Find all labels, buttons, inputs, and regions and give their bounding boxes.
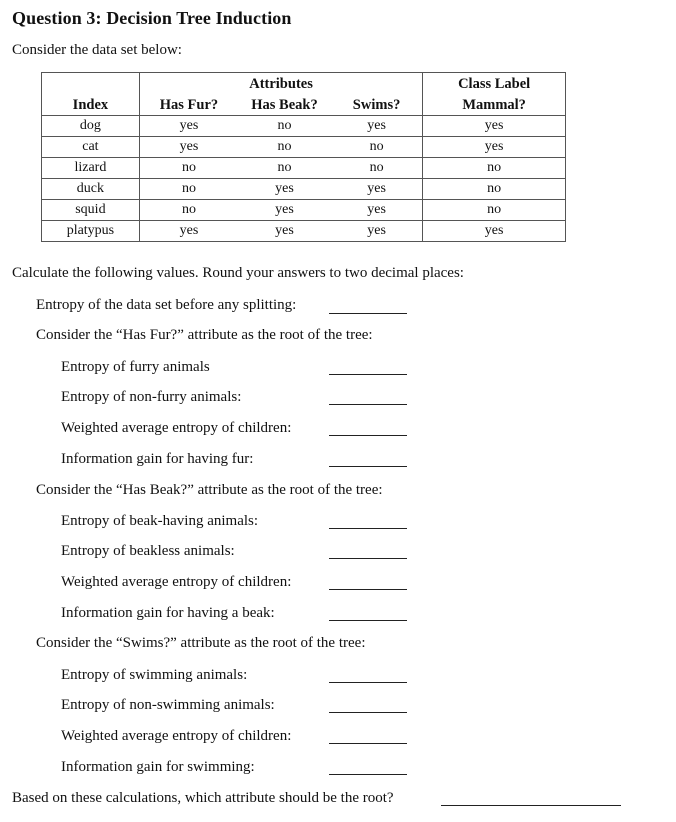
cell-swims: yes bbox=[331, 179, 423, 200]
table-row bbox=[42, 158, 566, 179]
fur-q4-answer-blank[interactable] bbox=[329, 466, 407, 467]
cell-has-beak: no bbox=[238, 137, 331, 158]
question-title: Question 3: Decision Tree Induction bbox=[12, 8, 292, 28]
entropy-total-answer-blank[interactable] bbox=[329, 313, 407, 314]
cell-has-beak: yes bbox=[238, 221, 331, 242]
column-header-mammal: Mammal? bbox=[423, 94, 566, 116]
beak-q2-label: Entropy of beakless animals: bbox=[61, 543, 235, 559]
fur-q3-label: Weighted average entropy of children: bbox=[61, 420, 292, 436]
cell-has-fur: yes bbox=[139, 116, 238, 137]
beak-q4-answer-blank[interactable] bbox=[329, 620, 407, 621]
fur-q1-answer-blank[interactable] bbox=[329, 374, 407, 375]
cell-has-fur: no bbox=[139, 200, 238, 221]
cell-has-beak: no bbox=[238, 116, 331, 137]
swims-q2-answer-blank[interactable] bbox=[329, 712, 407, 713]
cell-index: lizard bbox=[42, 158, 140, 179]
cell-has-beak: yes bbox=[238, 200, 331, 221]
swims-q2-label: Entropy of non-swimming animals: bbox=[61, 697, 275, 713]
column-header-has-fur: Has Fur? bbox=[139, 94, 238, 116]
class-label-header: Class Label bbox=[423, 73, 566, 95]
fur-q2-label: Entropy of non-furry animals: bbox=[61, 389, 242, 405]
swims-q1-answer-blank[interactable] bbox=[329, 682, 407, 683]
cell-index: duck bbox=[42, 179, 140, 200]
column-header-has-beak: Has Beak? bbox=[251, 96, 318, 113]
table-row bbox=[42, 116, 566, 137]
cell-mammal: yes bbox=[423, 137, 566, 158]
cell-index: platypus bbox=[42, 221, 140, 242]
entropy-total-label: Entropy of the data set before any splitting: bbox=[36, 297, 297, 313]
calculate-instructions: Calculate the following values. Round your answers to two decimal places: bbox=[12, 265, 464, 281]
final-answer-blank[interactable] bbox=[441, 805, 621, 806]
cell-has-fur: yes bbox=[139, 221, 238, 242]
cell-mammal: no bbox=[423, 158, 566, 179]
fur-q2-answer-blank[interactable] bbox=[329, 404, 407, 405]
cell-swims: yes bbox=[331, 116, 423, 137]
cell-has-beak: no bbox=[238, 158, 331, 179]
table-row bbox=[42, 200, 566, 221]
beak-q1-answer-blank[interactable] bbox=[329, 528, 407, 529]
final-question-label: Based on these calculations, which attribute should be the root? bbox=[12, 790, 394, 806]
swims-q4-label: Information gain for swimming: bbox=[61, 759, 255, 775]
swims-q4-answer-blank[interactable] bbox=[329, 774, 407, 775]
column-header-index: Index bbox=[42, 94, 140, 116]
swims-section-heading: Consider the “Swims?” attribute as the root of the tree: bbox=[36, 635, 366, 651]
cell-index: dog bbox=[42, 116, 140, 137]
swims-q1-label: Entropy of swimming animals: bbox=[61, 667, 248, 683]
cell-index: cat bbox=[42, 137, 140, 158]
cell-swims: yes bbox=[331, 200, 423, 221]
cell-index: squid bbox=[42, 200, 140, 221]
attributes-header: Attributes bbox=[139, 73, 422, 95]
beak-q4-label: Information gain for having a beak: bbox=[61, 605, 275, 621]
fur-q4-label: Information gain for having fur: bbox=[61, 451, 254, 467]
cell-mammal: no bbox=[423, 179, 566, 200]
cell-mammal: yes bbox=[423, 221, 566, 242]
fur-q1-label: Entropy of furry animals bbox=[61, 359, 210, 375]
table-row bbox=[42, 137, 566, 158]
cell-swims: no bbox=[331, 137, 423, 158]
intro-text: Consider the data set below: bbox=[12, 42, 182, 58]
table-row bbox=[42, 221, 566, 242]
swims-q3-label: Weighted average entropy of children: bbox=[61, 728, 292, 744]
beak-q3-label: Weighted average entropy of children: bbox=[61, 574, 292, 590]
index-header-blank bbox=[42, 73, 140, 95]
beak-section-heading: Consider the “Has Beak?” attribute as the root of the tree: bbox=[36, 482, 383, 498]
cell-has-fur: yes bbox=[139, 137, 238, 158]
table-row bbox=[42, 179, 566, 200]
swims-q3-answer-blank[interactable] bbox=[329, 743, 407, 744]
cell-swims: no bbox=[331, 158, 423, 179]
cell-has-beak: yes bbox=[238, 179, 331, 200]
cell-has-fur: no bbox=[139, 179, 238, 200]
column-header-swims: Swims? bbox=[331, 94, 423, 116]
cell-swims: yes bbox=[331, 221, 423, 242]
beak-q2-answer-blank[interactable] bbox=[329, 558, 407, 559]
fur-q3-answer-blank[interactable] bbox=[329, 435, 407, 436]
cell-mammal: yes bbox=[423, 116, 566, 137]
cell-mammal: no bbox=[423, 200, 566, 221]
fur-section-heading: Consider the “Has Fur?” attribute as the root of the tree: bbox=[36, 327, 373, 343]
beak-q3-answer-blank[interactable] bbox=[329, 589, 407, 590]
cell-has-fur: no bbox=[139, 158, 238, 179]
data-table bbox=[41, 72, 566, 242]
beak-q1-label: Entropy of beak-having animals: bbox=[61, 513, 259, 529]
